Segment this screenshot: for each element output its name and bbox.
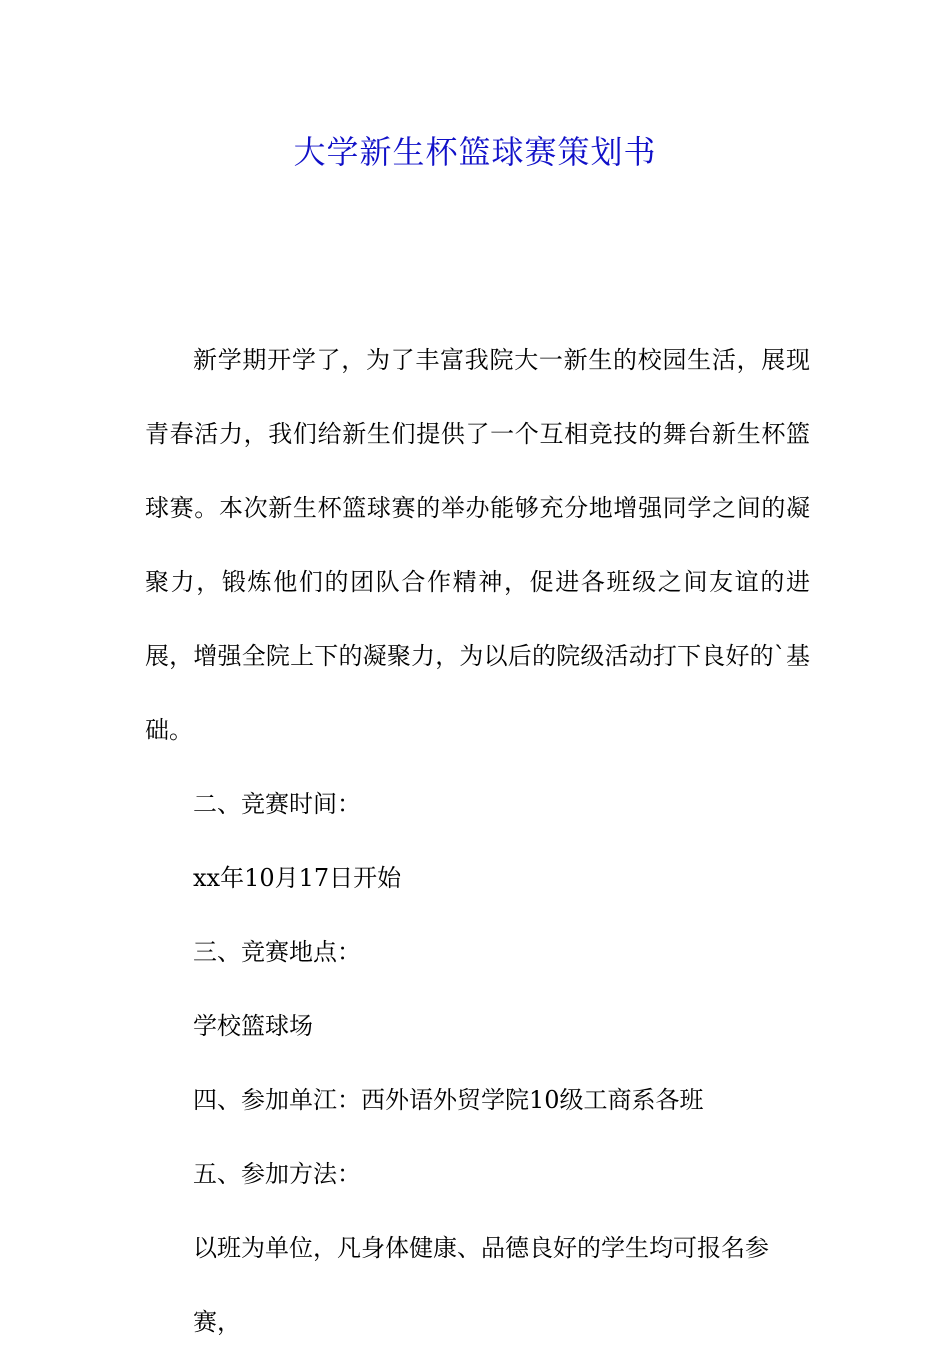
document-title: 大学新生杯篮球赛策划书 (293, 133, 657, 171)
document-body (145, 335, 810, 1359)
section-content-method: 以班为单位，凡身体健康、品德良好的学生均可报名参赛， (193, 1234, 769, 1336)
section-content-time: xx年10月17日开始 (193, 864, 402, 892)
section-heading-location: 三、竞赛地点： (193, 938, 361, 966)
intro-paragraph: 新学期开学了，为了丰富我院大一新生的校园生活，展现青春活力，我们给新生们提供了一个互相竞技的舞台新生杯篮球赛。本次新生杯篮球赛的举办能够充分地增强同学之间的凝聚力，锻炼他们的团队合作精神，促进各班级之间友谊的进展，增强全院上下的凝聚力，为以后的院级活动打下良好的`基础。 (145, 346, 810, 744)
section-participants: 四、参加单江：西外语外贸学院10级工商系各班 (193, 1086, 704, 1114)
section-heading-time: 二、竞赛时间： (193, 790, 361, 818)
section-content-location: 学校篮球场 (193, 1012, 313, 1040)
section-heading-method: 五、参加方法： (193, 1160, 361, 1188)
